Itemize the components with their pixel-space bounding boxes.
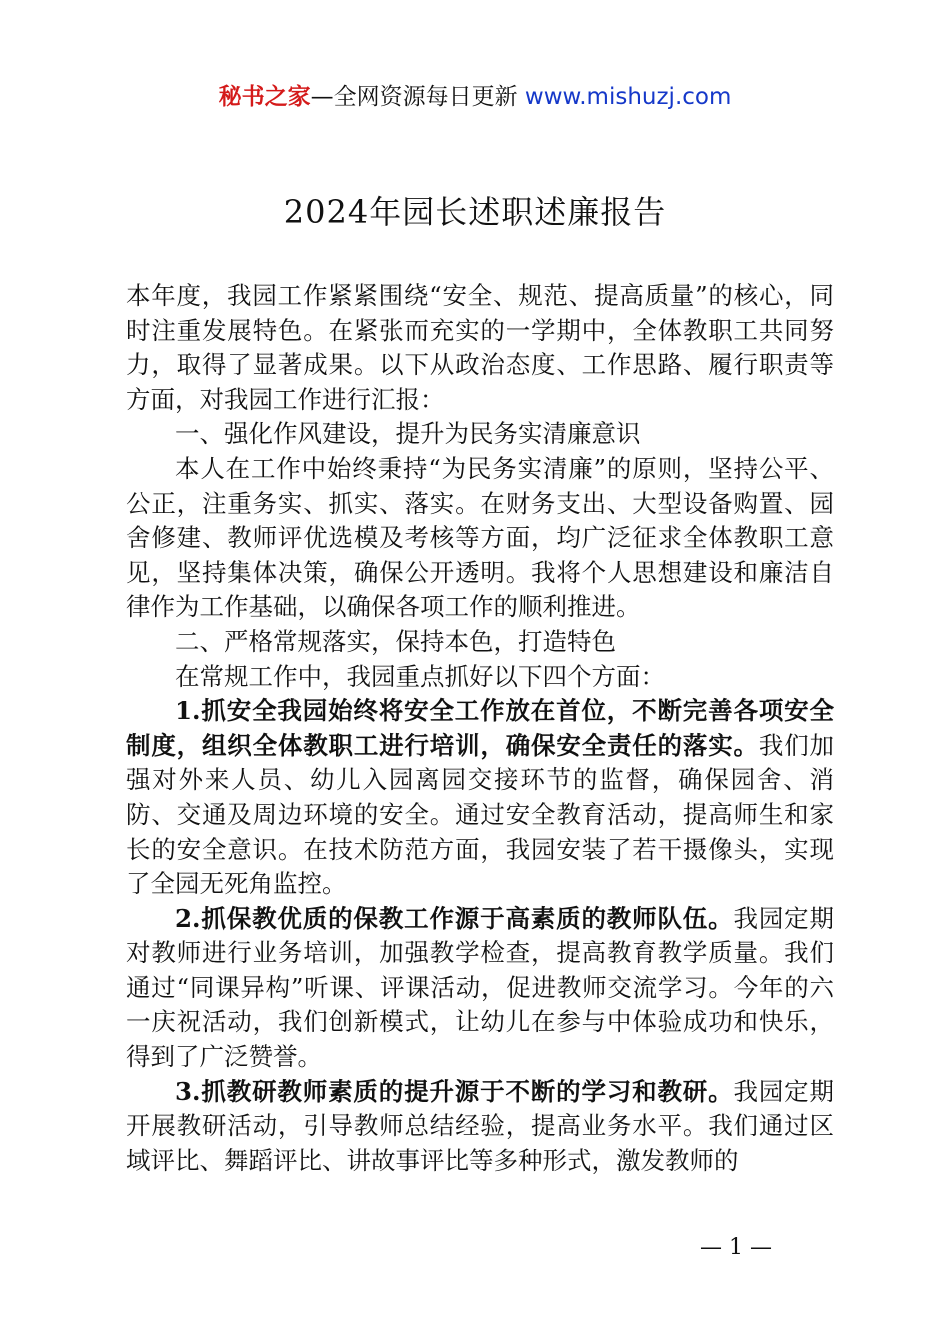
section-heading-1: 一、强化作风建设，提升为民务实清廉意识 (175, 419, 641, 449)
list-item-research-lead: 3.抓教研教师素质的提升源于不断的学习和教研。 (175, 1076, 734, 1106)
list-item-education-lead: 2.抓保教优质的保教工作源于高素质的教师队伍。 (175, 903, 734, 933)
site-url-link[interactable]: www.mishuzj.com (524, 84, 732, 110)
list-item-education-text: 我园定期对教师进行业务培训，加强教学检查，提高教育教学质量。我们通过“同课异构”听课、评课活动，促进教师交流学习。今年的六一庆祝活动，我们创新模式，让幼儿在参与中体验成功和快乐，得到了广泛赞誉。 (126, 903, 835, 1072)
list-item-safety-lead: 1.抓安全我园始终将安全工作放在首位，不断完善各项安全制度，组织全体教职工进行培训，确保安全责任的落实。 (126, 696, 834, 760)
site-brand: 秘书之家 (218, 84, 311, 110)
list-item-research-text: 我园定期开展教研活动，引导教师总结经验，提高业务水平。我们通过区域评比、舞蹈评比、讲故事评比等多种形式，激发教师的 (126, 1076, 835, 1175)
list-item-research (126, 1075, 834, 1179)
site-banner (0, 82, 950, 112)
document-title: 2024年园长述职述廉报告 (283, 193, 667, 231)
section-paragraph-1: 本人在工作中始终秉持“为民务实清廉”的原则，坚持公平、公正，注重务实、抓实、落实。在财务支出、大型设备购置、园舍修建、教师评优选模及考核等方面，均广泛征求全体教职工意见，坚持集体决策，确保公开透明。我将个人思想建设和廉洁自律作为工作基础，以确保各项工作的顺利推进。 (126, 453, 834, 622)
section-heading-2: 二、严格常规落实，保持本色，打造特色 (175, 626, 616, 656)
document-body (126, 279, 834, 1178)
page-number: — 1 — (700, 1235, 772, 1260)
list-item-safety (126, 694, 834, 902)
list-item-education (126, 902, 834, 1075)
list-item-safety-text: 我们加强对外来人员、幼儿入园离园交接环节的监督，确保园舍、消防、交通及周边环境的安全。通过安全教育活动，提高师生和家长的安全意识。在技术防范方面，我园安装了若干摄像头，实现了全园无死角监控。 (126, 730, 835, 899)
site-slogan: —全网资源每日更新 (310, 84, 525, 110)
intro-paragraph: 本年度，我园工作紧紧围绕“安全、规范、提高质量”的核心，同时注重发展特色。在紧张而充实的一学期中，全体教职工共同努力，取得了显著成果。以下从政治态度、工作思路、履行职责等方面，对我园工作进行汇报： (126, 281, 834, 414)
section-paragraph-2-intro: 在常规工作中，我园重点抓好以下四个方面： (175, 661, 665, 691)
